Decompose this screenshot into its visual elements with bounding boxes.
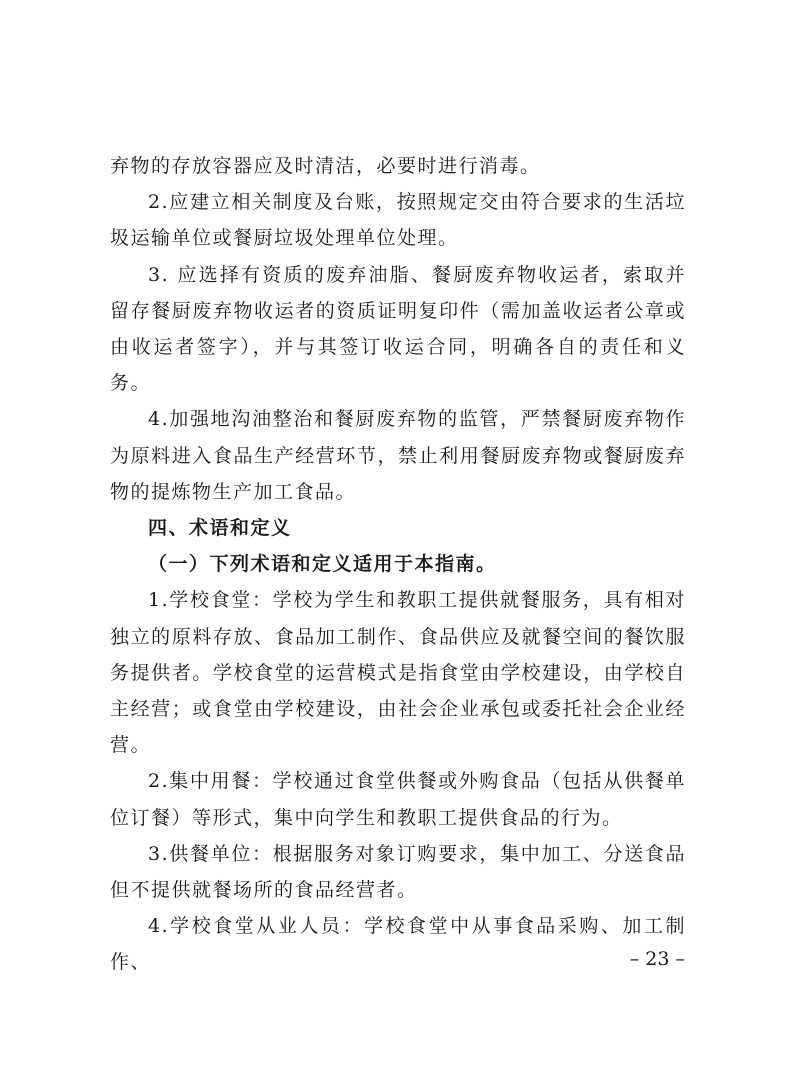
subsection-heading: （一）下列术语和定义适用于本指南。 — [148, 553, 497, 576]
paragraph-item-2: 2.应建立相关制度及台账，按照规定交由符合要求的生活垃圾运输单位或餐厨垃圾处理单位处理。 — [110, 191, 686, 250]
page-number: – 23 – — [629, 948, 685, 970]
paragraph-item-4: 4.加强地沟油整治和餐厨废弃物的监管，严禁餐厨废弃物作为原料进入食品生产经营环节，禁止利用餐厨废弃物或餐厨废弃物的提炼物生产加工食品。 — [110, 408, 686, 503]
paragraph-continuation: 弃物的存放容器应及时清洁，必要时进行消毒。 — [110, 155, 541, 177]
definition-group-dining: 2.集中用餐：学校通过食堂供餐或外购食品（包括从供餐单位订餐）等形式，集中向学生和教职工提供食品的行为。 — [110, 770, 686, 829]
definition-meal-supplier: 3.供餐单位：根据服务对象订购要求，集中加工、分送食品但不提供就餐场所的食品经营者。 — [110, 842, 686, 902]
definition-canteen-staff: 4.学校食堂从业人员：学校食堂中从事食品采购、加工制作、 — [110, 915, 686, 974]
section-heading: 四、术语和定义 — [148, 517, 292, 540]
paragraph-item-3: 3. 应选择有资质的废弃油脂、餐厨废弃物收运者，索取并留存餐厨废弃物收运者的资质证明复印件（需加盖收运者公章或由收运者签字），并与其签订收运合同，明确各自的责任和义务。 — [110, 263, 686, 395]
document-body — [110, 148, 686, 981]
definition-school-canteen: 1.学校食堂：学校为学生和教职工提供就餐服务，具有相对独立的原料存放、食品加工制作、食品供应及就餐空间的餐饮服务提供者。学校食堂的运营模式是指食堂由学校建设，由学校自主经营；或食堂由学校建设，由社会企业承包或委托社会企业经营。 — [110, 589, 686, 757]
